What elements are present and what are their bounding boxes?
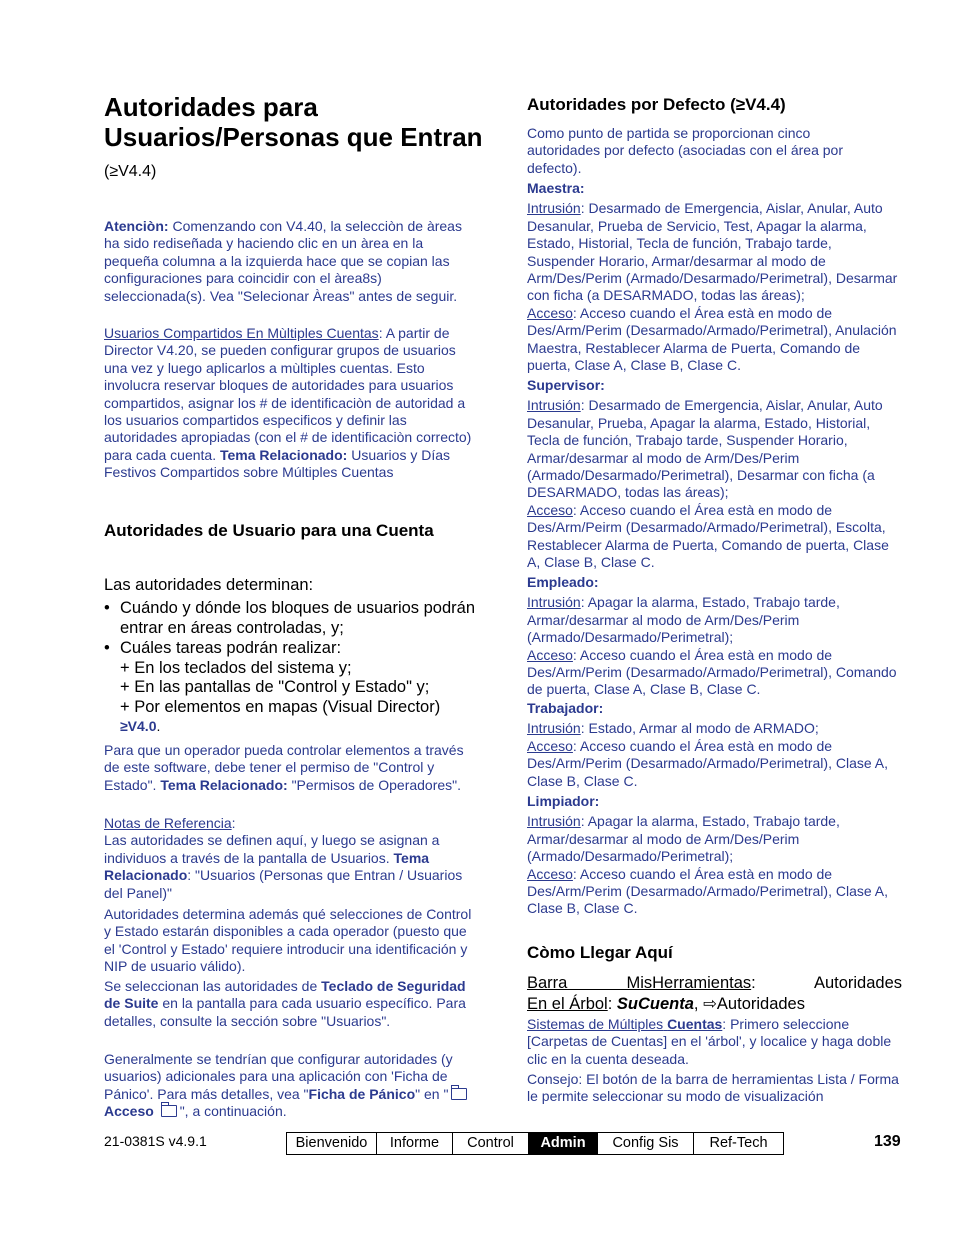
tab-informe[interactable]: Informe xyxy=(377,1133,453,1154)
determinan-text: Las autoridades determinan: xyxy=(104,576,314,594)
role-name: Trabajador: xyxy=(527,700,604,716)
role-acceso: Acceso: Acceso cuando el Área està en modo de Des/Arm/Perim (Desarmado/Armado/Perimetral), Comando de puerta, Clase A, Clase B, Clase C. xyxy=(527,646,897,698)
role-intrusion: Intrusión: Apagar la alarma, Estado, Trabajo tarde, Armar/desarmar al modo de Arm/Des/Perim (Armado/Desarmado/Perimetral); xyxy=(527,813,840,865)
defecto-intro: Como punto de partida se proporcionan cinco autoridades por defecto (asociadas con el área por defecto). xyxy=(527,125,843,176)
tab-config-sis[interactable]: Config Sis xyxy=(598,1133,694,1154)
role-block xyxy=(527,700,903,790)
intrusion-link[interactable]: Intrusión xyxy=(527,200,581,217)
consejo-paragraph: Consejo: El botón de la barra de herramientas Lista / Forma le permite seleccionar su modo de visualización xyxy=(527,1071,899,1105)
role-block xyxy=(527,180,903,374)
footer-tabs xyxy=(286,1132,784,1155)
atencion-paragraph: Atenciòn: Comenzando con V4.40, la selecciòn de àreas ha sido rediseñada y haciendo clic en un àrea en la pequeña columna a la izquierda hace que se copian las configuraciones para coincidir con el àrea8s) seleccionada(s). Vea "Selecionar Àreas" antes de seguir. xyxy=(104,218,462,304)
operador-paragraph: Para que un operador pueda controlar elementos a través de este software, debe tener el permiso de "Control y Estado". Tema Relacionado: "Permisos de Operadores". xyxy=(104,742,464,793)
intrusion-link[interactable]: Intrusión xyxy=(527,720,581,737)
role-name: Empleado: xyxy=(527,574,599,590)
notas-paragraph: Notas de Referencia: Las autoridades se definen aquí, y luego se asignan a individuos a través de la pantalla de Usuarios. Tema Relacionado: "Usuarios (Personas que Entran / Usuarios del Panel)" xyxy=(104,815,463,901)
version-tag: ≥V4.0. xyxy=(120,718,161,734)
tab-admin[interactable]: Admin xyxy=(529,1133,598,1154)
folder-icon xyxy=(451,1088,467,1100)
sub-item: + Por elementos en mapas (Visual Director) xyxy=(120,698,441,716)
role-acceso: Acceso: Acceso cuando el Área està en modo de Des/Arm/Perim (Desarmado/Armado/Perimetral), Clase A, Clase B, Clase C. xyxy=(527,865,888,917)
barra-line: Barra MisHerramientas: Autoridades xyxy=(527,974,902,992)
heading-defecto: Autoridades por Defecto (≥V4.4) xyxy=(527,95,786,114)
arrow-right-icon: ⇨ xyxy=(703,995,717,1013)
sub-item: + En los teclados del sistema y; xyxy=(120,659,352,677)
intrusion-link[interactable]: Intrusión xyxy=(527,594,581,611)
role-acceso: Acceso: Acceso cuando el Área està en modo de Des/Arm/Peirm (Desarmado/Armado/Perimetral), Escolta, Restablecer Alarma de Puerta, Comando de puerta, Clase A, Clase B, Clase C. xyxy=(527,501,889,571)
acceso-link[interactable]: Acceso xyxy=(527,737,573,754)
sub-item: + En las pantallas de "Control y Estado" y; xyxy=(120,678,430,696)
tab-control[interactable]: Control xyxy=(453,1133,529,1154)
intrusion-link[interactable]: Intrusión xyxy=(527,813,581,830)
sistemas-paragraph: Sistemas de Múltiples Cuentas: Primero seleccione [Carpetas de Cuentas] en el 'árbol', y localice y haga doble clic en la cuenta deseada. xyxy=(527,1016,892,1067)
role-acceso: Acceso: Acceso cuando el Área està en modo de Des/Arm/Perim (Desarmado/Armado/Perimetral), Anulación Maestra, Restablecer Alarma de Puerta, Comando de puerta, Clase A, Clase B, Clase C. xyxy=(527,304,897,374)
role-intrusion: Intrusión: Desarmado de Emergencia, Aislar, Anular, Auto Desanular, Prueba de Servicio, Test, Apagar la alarma, Estado, Historial, Tecla de función, Trabajo tarde, Suspender Horario, Armar/desarmar al modo de Arm/Des/Perim (Armado/Desarmado/Perimetral), Desarmar con ficha (a DESARMADO, todas las áreas); xyxy=(527,200,898,304)
tab-ref-tech[interactable]: Ref-Tech xyxy=(709,1135,768,1151)
role-block xyxy=(527,377,903,571)
page-title: Autoridades para Usuarios/Personas que Entran (≥V4.4) xyxy=(104,92,483,180)
heading-usuario: Autoridades de Usuario para una Cuenta xyxy=(104,521,434,540)
acceso-link[interactable]: Acceso xyxy=(527,646,573,663)
role-block xyxy=(527,793,903,918)
title-version: (≥V4.4) xyxy=(104,163,157,180)
role-name: Maestra: xyxy=(527,180,585,196)
heading-llegar: Còmo Llegar Aquí xyxy=(527,943,673,962)
folder-icon xyxy=(161,1105,177,1117)
tab-bienvenido[interactable]: Bienvenido xyxy=(287,1133,377,1154)
teclado-paragraph: Se seleccionan las autoridades de Teclado de Seguridad de Suite en la pantalla para cada usuario específico. Para detalles, consulte la sección sobre "Usuarios". xyxy=(104,978,466,1029)
arbol-link[interactable]: En el Árbol xyxy=(527,995,608,1013)
usuarios-compartidos-paragraph: Usuarios Compartidos En Mùltiples Cuentas: A partir de Director V4.20, se pueden configurar grupos de usuarios una vez y luego aplicarlos a mùltiples cuentas. Esto involucra reservar bloques de autoridades para usuarios compartidos, asignar los # de identificaciòn de autoridad a los usuarios compartidos especificos y definir las autoridades apropiadas (con el # de identificaciòn correcto) para cada cuenta. Tema Relacionado: Usuarios y Días Festivos Compartidos sobre Múltiples Cuentas xyxy=(104,325,472,481)
page-number: 139 xyxy=(874,1133,901,1150)
usuarios-compartidos-link[interactable]: Usuarios Compartidos En Mùltiples Cuentas xyxy=(104,325,379,341)
acceso-link[interactable]: Acceso xyxy=(527,304,573,321)
arbol-line: En el Árbol: SuCuenta, ⇨Autoridades xyxy=(527,995,805,1013)
barra-link[interactable]: Barra MisHerramientas xyxy=(527,974,752,992)
acceso-link[interactable]: Acceso xyxy=(527,501,573,518)
role-name: Supervisor: xyxy=(527,377,605,393)
general-paragraph: Generalmente se tendrían que configurar autoridades (y usuarios) adicionales para una aplicación con 'Ficha de Pánico'. Para más detalles, vea "Ficha de Pánico" en "Acceso ", a continuación. xyxy=(104,1051,480,1121)
intrusion-link[interactable]: Intrusión xyxy=(527,397,581,414)
role-intrusion: Intrusión: Estado, Armar al modo de ARMADO; xyxy=(527,720,819,737)
determina-paragraph: Autoridades determina además qué selecciones de Control y Estado estarán disponibles a cada operador (puesto que el 'Control y Estado' requiere introducir una identificación y NIP de usuario válido). xyxy=(104,906,472,975)
role-block xyxy=(527,574,903,699)
role-name: Limpiador: xyxy=(527,793,600,809)
sistemas-link[interactable]: Sistemas de Múltiples Cuentas xyxy=(527,1016,723,1032)
notas-link[interactable]: Notas de Referencia xyxy=(104,815,232,831)
acceso-link[interactable]: Acceso xyxy=(527,865,573,882)
role-acceso: Acceso: Acceso cuando el Área està en modo de Des/Arm/Perim (Desarmado/Armado/Perimetral), Clase A, Clase B, Clase C. xyxy=(527,737,888,789)
role-intrusion: Intrusión: Apagar la alarma, Estado, Trabajo tarde, Armar/desarmar al modo de Arm/Des/Perim (Armado/Desarmado/Perimetral); xyxy=(527,594,840,646)
role-intrusion: Intrusión: Desarmado de Emergencia, Aislar, Anular, Auto Desanular, Prueba, Apagar la alarma, Estado, Historial, Tecla de función, Trabajo tarde, Suspender Horario, Armar/desarmar al modo de Arm/Des/Perim (Armado/Desarmado/Perimetral), Desarmar con ficha (a DESARMADO, todas las áreas); xyxy=(527,397,883,501)
document-id: 21-0381S v4.9.1 xyxy=(104,1133,207,1149)
